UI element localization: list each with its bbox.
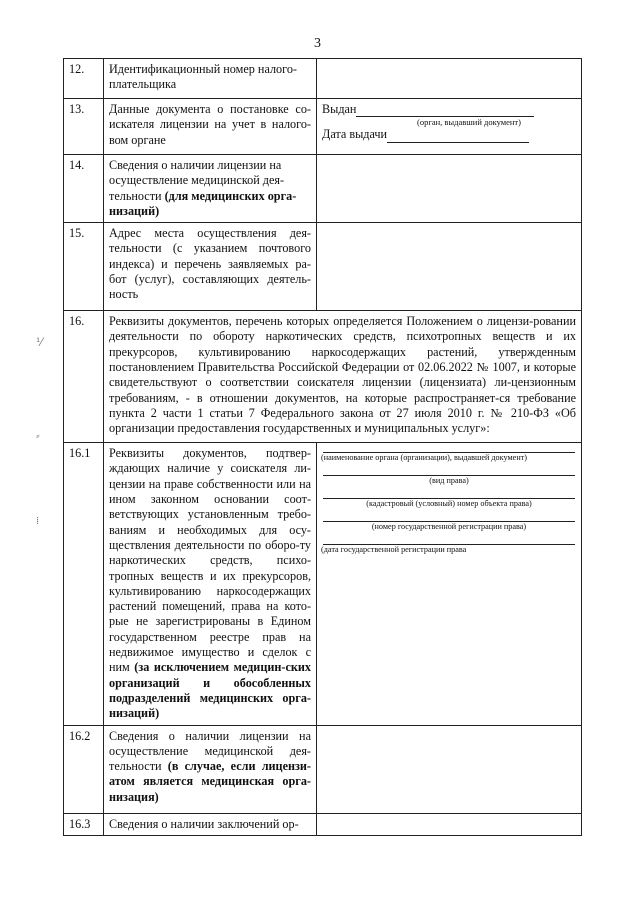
field-caption: (дата государственной регистрации права [321,545,467,555]
table-row-12 [64,59,582,99]
page-number: 3 [314,36,321,51]
tax-registration-document-field[interactable] [317,99,582,155]
field-caption: (вид права) [429,476,469,486]
conclusions-field[interactable] [317,813,582,835]
field-caption: (номер государственной регистрации права) [371,522,527,532]
premises-rights-fields [317,443,582,725]
row-label: Данные документа о постановке со-искателя лицензии на учет в налого-вом органе [104,99,317,155]
row-number: 16.3 [64,813,104,835]
row-number: 16. [64,311,104,443]
row-label: Сведения о наличии лицензии на осуществление медицинской дея-тельности (для медицинских орга-низаций) [104,155,317,223]
row-label: Сведения о наличии лицензии на осуществление медицинской дея-тельности (в случае, если лицензи-атом является медицинская орга-низация) [104,725,317,813]
row-number: 16.1 [64,443,104,725]
row-label: Реквизиты документов, подтвер-ждающих наличие у соискателя ли-цензии на праве собственности или на ином законном основании соот-ветствующих установленным требо-ваниям и необходимых для осу-ществления деятельности по оборо-ту наркотических средств, психо-тропных веществ и их прекурсоров, культивированию наркосодержащих растений помещений, права на кото-рые не зарегистрированы в Едином государственном реестре прав на недвижимое имущество и сделок с ним (за исключением медицин-ских организаций и обособленных подразделений медицинских орга-низаций) [104,443,317,725]
row-label: Адрес места осуществления дея-тельности (с указанием почтового индекса) и перечень заявляемых ра-бот (услуг), составляющих деятель-ность [104,223,317,311]
row-label: Реквизиты документов, перечень которых определяется Положением о лицензи-ровании деятельности по обороту наркотических средств, психотропных веществ и их прекурсоров, культивированию наркосодержащих растений, утвержденным постановлением Правительства Российской Федерации от 02.06.2022 № 1007, и которые свидетельствуют о соответствии соискателя лицензии (лицензиата) ли-цензионным требованиям, - в отношении документов, на которые распространяет-ся требование пункта 2 части 1 статьи 7 Федерального закона от 27 июля 2010 г. № 210-ФЗ «Об организации предоставления государственных и муниципальных услуг»: [104,311,582,443]
activity-address-field[interactable] [317,223,582,311]
row-number: 15. [64,223,104,311]
taxpayer-id-field[interactable] [317,59,582,99]
medical-license-field[interactable] [317,155,582,223]
right-type-line[interactable] [323,463,575,476]
field-caption: (кадастровый (условный) номер объекта права) [366,499,532,509]
table-row-13 [64,99,582,155]
row-number: 12. [64,59,104,99]
table-row-16 [64,311,582,443]
issue-date-line[interactable] [387,130,529,143]
medical-license-field[interactable] [317,725,582,813]
issued-caption: (орган, выдавший документ) [417,117,521,128]
cadastral-number-line[interactable] [323,486,575,499]
scan-mark: ⅟ [36,337,43,349]
field-caption: (наименование органа (организации), выдавшей документ) [321,453,528,463]
registration-date-line[interactable] [323,532,575,545]
row-number: 14. [64,155,104,223]
scan-mark: ⸗ [36,430,40,442]
row-number: 13. [64,99,104,155]
table-row-16-1 [64,443,582,725]
issued-by-line[interactable] [356,104,534,117]
row-number: 16.2 [64,725,104,813]
row-label: Идентификационный номер налого-плательщика [104,59,317,99]
row-label: Сведения о наличии заключений ор- [104,813,317,835]
table-row-14 [64,155,582,223]
issued-label: Выдан [322,102,357,116]
application-form-table [63,58,582,836]
table-row-16-3 [64,813,582,835]
scan-mark: ⁞ [36,515,40,527]
table-row-16-2 [64,725,582,813]
table-row-15 [64,223,582,311]
issue-date-label: Дата выдачи [322,127,388,142]
registration-number-line[interactable] [323,509,575,522]
